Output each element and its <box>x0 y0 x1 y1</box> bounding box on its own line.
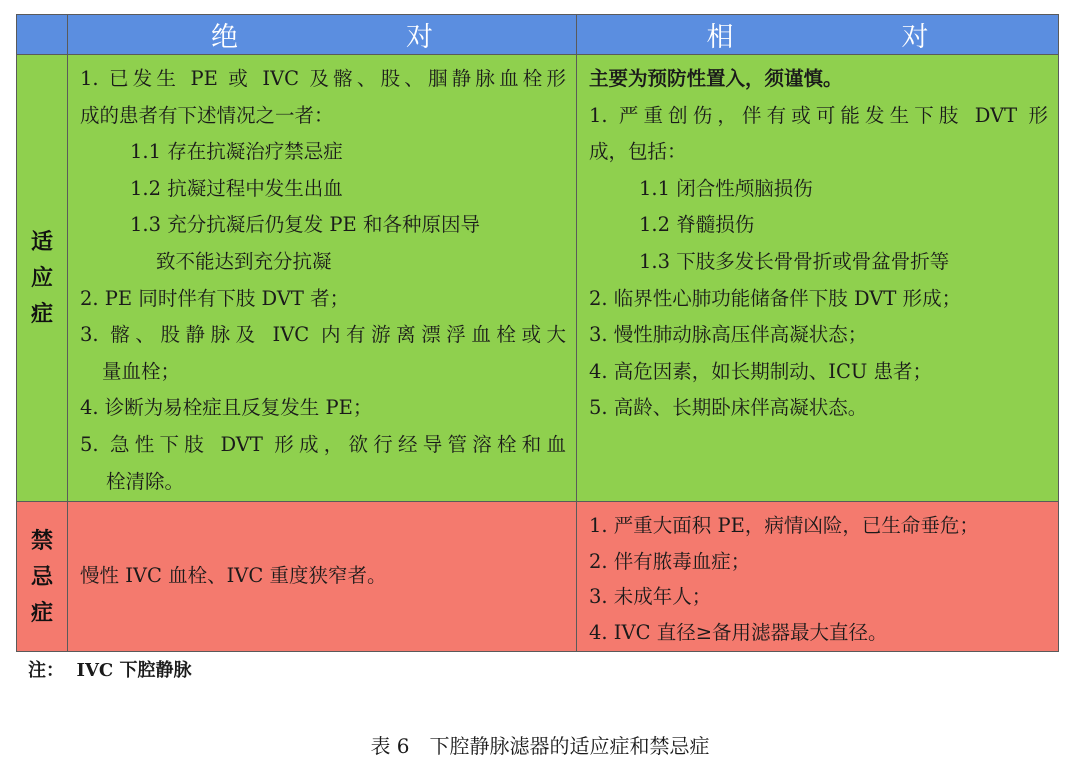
list-line: 1.2 脊髓损伤 <box>639 213 755 237</box>
contraindications-row <box>17 502 1059 652</box>
table-note: 注： IVC 下腔静脉 <box>28 660 192 681</box>
list-line: 1. 严重创伤，伴有或可能发生下肢 DVT 形 <box>589 103 1048 127</box>
header-corner <box>17 15 68 55</box>
list-line: 4. 诊断为易栓症且反复发生 PE； <box>80 396 373 420</box>
indications-label: 适 应 症 <box>17 55 68 502</box>
list-line: 致不能达到充分抗凝 <box>156 249 332 273</box>
header-row <box>17 15 1059 55</box>
indications-absolute-cell <box>68 55 577 502</box>
list-line: 1.3 下肢多发长骨骨折或骨盆骨折等 <box>639 249 950 273</box>
list-line: 1.1 存在抗凝治疗禁忌症 <box>130 140 343 164</box>
list-line: 3. 慢性肺动脉高压伴高凝状态； <box>589 323 868 347</box>
list-line: 5. 高龄、长期卧床伴高凝状态。 <box>589 396 868 420</box>
list-line: 3. 髂、股静脉及 IVC 内有游离漂浮血栓或大 <box>80 323 566 347</box>
list-line: 3. 未成年人； <box>589 585 712 608</box>
list-line: 量血栓； <box>102 359 181 383</box>
list-line: 栓清除。 <box>106 469 185 493</box>
list-line: 1.2 抗凝过程中发生出血 <box>130 176 343 200</box>
filter-indications-table <box>16 14 1059 652</box>
indications-row <box>17 55 1059 502</box>
list-line: 1. 已发生 PE 或 IVC 及髂、股、腘静脉血栓形 <box>80 67 566 90</box>
list-line: 成的患者有下述情况之一者： <box>80 103 334 127</box>
list-line: 1.1 闭合性颅脑损伤 <box>639 176 813 200</box>
list-line: 5. 急性下肢 DVT 形成，欲行经导管溶栓和血 <box>80 432 566 456</box>
list-line: 1.3 充分抗凝后仍复发 PE 和各种原因导 <box>130 213 480 237</box>
list-line: 2. 伴有脓毒血症； <box>589 549 751 573</box>
header-relative: 相 对 <box>577 15 1059 55</box>
list-line: 2. PE 同时伴有下肢 DVT 者； <box>80 286 350 310</box>
list-line: 4. IVC 直径≥备用滤器最大直径。 <box>589 620 888 644</box>
contraindications-relative-cell <box>577 502 1059 652</box>
header-absolute: 绝 对 <box>68 15 577 55</box>
list-line: 1. 严重大面积 PE，病情凶险，已生命垂危； <box>589 514 979 537</box>
table-caption: 表 6 下腔静脉滤器的适应症和禁忌症 <box>370 734 710 758</box>
contraindications-absolute-cell: 慢性 IVC 血栓、IVC 重度狭窄者。 <box>68 502 577 652</box>
list-line: 成，包括： <box>589 140 687 164</box>
contraindications-label: 禁 忌 症 <box>17 502 68 652</box>
list-line: 2. 临界性心肺功能储备伴下肢 DVT 形成； <box>589 286 962 310</box>
indications-relative-cell <box>577 55 1059 502</box>
list-line: 主要为预防性置入，须谨慎。 <box>589 67 843 90</box>
list-line: 4. 高危因素，如长期制动、ICU 患者； <box>589 359 933 383</box>
